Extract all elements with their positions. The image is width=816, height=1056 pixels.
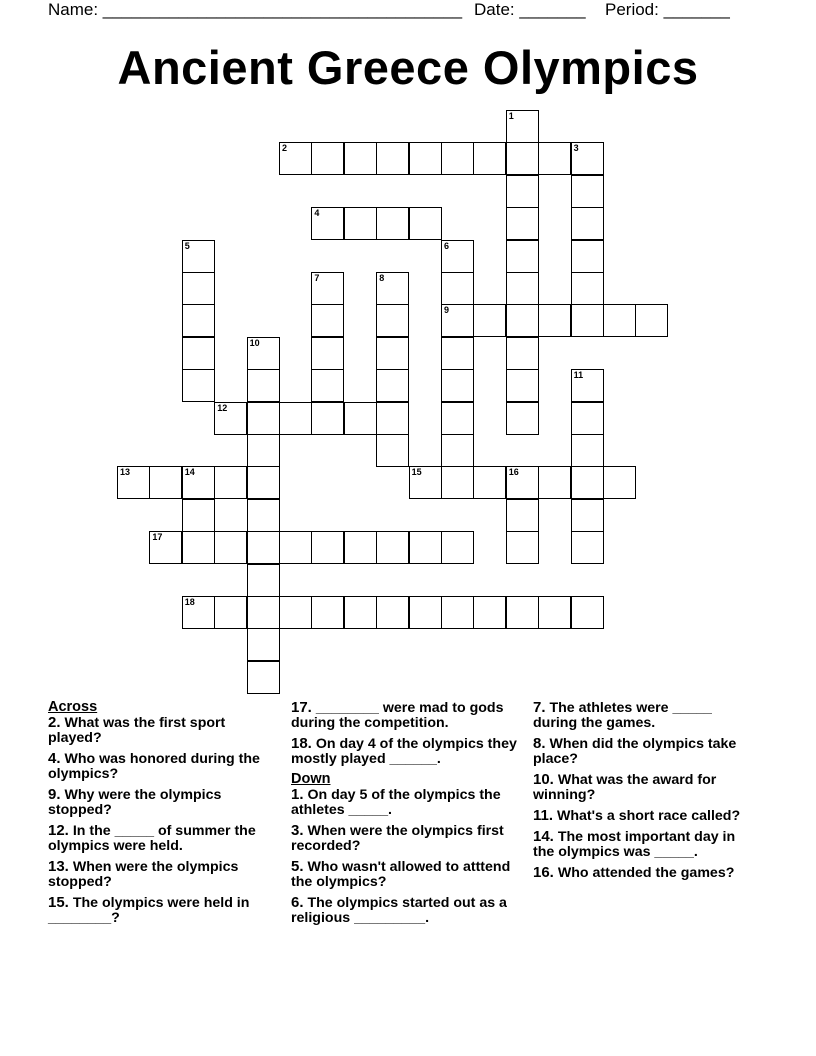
grid-cell[interactable] (376, 402, 409, 435)
across-clues-column-1 (48, 700, 273, 931)
grid-cell[interactable] (409, 142, 442, 175)
grid-cell[interactable] (603, 304, 636, 337)
grid-cell[interactable] (247, 337, 280, 370)
name-field[interactable]: Name: ______________________________________ (48, 0, 463, 19)
grid-cell[interactable] (409, 531, 442, 564)
grid-cell[interactable] (279, 531, 312, 564)
grid-cell[interactable] (571, 142, 604, 175)
clue-number-label: 17 (152, 532, 163, 543)
grid-cell[interactable] (279, 596, 312, 629)
grid-cell[interactable] (247, 434, 280, 467)
grid-cell[interactable] (376, 207, 409, 240)
grid-cell[interactable] (571, 175, 604, 208)
grid-cell[interactable] (538, 596, 571, 629)
grid-cell[interactable] (441, 142, 474, 175)
grid-cell[interactable] (247, 466, 280, 499)
clues-column-2 (291, 700, 523, 931)
grid-cell[interactable] (182, 304, 215, 337)
clue-number-label: 8 (379, 273, 385, 283)
grid-cell[interactable] (311, 207, 344, 240)
grid-cell[interactable] (214, 596, 247, 629)
clues-column-3 (533, 700, 758, 886)
grid-cell[interactable] (506, 110, 539, 143)
clue-down-1: 1. On day 5 of the olympics the athletes _____. (291, 786, 501, 818)
clue-number-label: 1 (508, 111, 514, 121)
grid-cell[interactable] (571, 499, 604, 532)
grid-cell[interactable] (506, 531, 539, 564)
clue-down-16: 16. Who attended the games? (533, 864, 735, 881)
grid-cell[interactable] (506, 175, 539, 208)
grid-cell[interactable] (311, 142, 344, 175)
grid-cell[interactable] (506, 369, 539, 402)
grid-cell[interactable] (214, 402, 247, 435)
grid-cell[interactable] (441, 337, 474, 370)
grid-cell[interactable] (376, 369, 409, 402)
grid-cell[interactable] (441, 402, 474, 435)
grid-cell[interactable] (149, 466, 182, 499)
grid-cell[interactable] (506, 596, 539, 629)
grid-cell[interactable] (603, 466, 636, 499)
grid-cell[interactable] (473, 596, 506, 629)
clue-number-label: 11 (573, 370, 584, 381)
grid-cell[interactable] (311, 596, 344, 629)
grid-cell[interactable] (247, 628, 280, 661)
grid-cell[interactable] (571, 240, 604, 273)
clue-across-15: 15. The olympics were held in ________? (48, 894, 250, 926)
grid-cell[interactable] (441, 304, 474, 337)
grid-cell[interactable] (571, 434, 604, 467)
grid-cell[interactable] (571, 596, 604, 629)
grid-cell[interactable] (344, 207, 377, 240)
grid-cell[interactable] (311, 304, 344, 337)
grid-cell[interactable] (279, 402, 312, 435)
grid-cell[interactable] (247, 531, 280, 564)
grid-cell[interactable] (182, 596, 215, 629)
grid-cell[interactable] (344, 531, 377, 564)
grid-cell[interactable] (311, 531, 344, 564)
grid-cell[interactable] (247, 596, 280, 629)
grid-cell[interactable] (311, 402, 344, 435)
grid-cell[interactable] (409, 596, 442, 629)
grid-cell[interactable] (571, 466, 604, 499)
clue-across-18: 18. On day 4 of the olympics they mostly played ______. (291, 735, 517, 767)
clue-number-label: 18 (184, 597, 195, 607)
grid-cell[interactable] (214, 531, 247, 564)
grid-cell[interactable] (376, 434, 409, 467)
clue-down-14: 14. The most important day in the olympics was _____. (533, 828, 736, 860)
grid-cell[interactable] (344, 402, 377, 435)
grid-cell[interactable] (214, 466, 247, 499)
grid-cell[interactable] (571, 272, 604, 305)
grid-cell[interactable] (538, 142, 571, 175)
clue-across-4: 4. Who was honored during the olympics? (48, 750, 260, 782)
grid-cell[interactable] (376, 272, 409, 305)
clue-number-label: 16 (508, 467, 519, 478)
clue-number-label: 15 (411, 467, 422, 478)
grid-cell[interactable] (441, 434, 474, 467)
grid-cell[interactable] (538, 466, 571, 499)
grid-cell[interactable] (506, 499, 539, 532)
grid-cell[interactable] (506, 304, 539, 337)
clue-number-label: 7 (314, 273, 320, 283)
grid-cell[interactable] (149, 531, 182, 564)
grid-cell[interactable] (376, 596, 409, 629)
grid-cell[interactable] (279, 142, 312, 175)
grid-cell[interactable] (311, 369, 344, 402)
grid-cell[interactable] (538, 304, 571, 337)
grid-cell[interactable] (247, 369, 280, 402)
grid-cell[interactable] (571, 304, 604, 337)
page-title: Ancient Greece Olympics (117, 41, 699, 94)
grid-cell[interactable] (376, 142, 409, 175)
clue-down-11: 11. What's a short race called? (533, 807, 741, 824)
grid-cell[interactable] (441, 596, 474, 629)
clue-number-label: 10 (249, 337, 260, 348)
clue-number-label: 14 (184, 467, 195, 478)
grid-cell[interactable] (182, 531, 215, 564)
grid-cell[interactable] (441, 240, 474, 273)
clue-down-6: 6. The olympics started out as a religious _________. (291, 894, 507, 926)
grid-cell[interactable] (441, 466, 474, 499)
grid-cell[interactable] (182, 272, 215, 305)
across-heading: Across (48, 699, 98, 715)
grid-cell[interactable] (441, 531, 474, 564)
grid-cell[interactable] (182, 369, 215, 402)
grid-cell[interactable] (247, 661, 280, 694)
clue-down-5: 5. Who wasn't allowed to atttend the olympics? (291, 858, 511, 890)
grid-cell[interactable] (311, 272, 344, 305)
grid-cell[interactable] (506, 272, 539, 305)
clue-across-12: 12. In the _____ of summer the olympics were held. (48, 822, 256, 854)
grid-cell[interactable] (473, 142, 506, 175)
grid-cell[interactable] (117, 466, 150, 499)
grid-cell[interactable] (409, 207, 442, 240)
grid-cell[interactable] (182, 499, 215, 532)
grid-cell[interactable] (473, 466, 506, 499)
grid-cell[interactable] (376, 337, 409, 370)
clue-across-2: 2. What was the first sport played? (48, 714, 226, 746)
grid-cell[interactable] (376, 531, 409, 564)
grid-cell[interactable] (344, 142, 377, 175)
grid-cell[interactable] (376, 304, 409, 337)
grid-cell[interactable] (506, 142, 539, 175)
grid-cell[interactable] (571, 207, 604, 240)
clue-down-3: 3. When were the olympics first recorded? (291, 822, 504, 854)
clue-number-label: 2 (282, 143, 288, 154)
grid-cell[interactable] (311, 337, 344, 370)
grid-cell[interactable] (247, 402, 280, 435)
clue-number-label: 9 (444, 305, 450, 316)
grid-cell[interactable] (344, 596, 377, 629)
grid-cell[interactable] (182, 240, 215, 273)
clue-number-label: 12 (217, 402, 228, 413)
clue-across-9: 9. Why were the olympics stopped? (48, 786, 222, 818)
grid-cell[interactable] (506, 240, 539, 273)
clue-number-label: 13 (120, 467, 131, 478)
clue-number-label: 6 (444, 240, 450, 251)
grid-cell[interactable] (571, 369, 604, 402)
grid-cell[interactable] (247, 564, 280, 597)
clue-across-17: 17. ________ were mad to gods during the competition. (291, 699, 504, 731)
grid-cell[interactable] (506, 402, 539, 435)
clue-down-8: 8. When did the olympics take place? (533, 735, 737, 767)
grid-cell[interactable] (506, 337, 539, 370)
grid-cell[interactable] (182, 466, 215, 499)
clue-number-label: 4 (314, 208, 320, 219)
grid-cell[interactable] (635, 304, 668, 337)
grid-cell[interactable] (409, 466, 442, 499)
clue-down-10: 10. What was the award for winning? (533, 771, 717, 803)
grid-cell[interactable] (571, 531, 604, 564)
clue-number-label: 3 (573, 143, 579, 154)
clue-number-label: 5 (184, 240, 190, 251)
clue-down-7: 7. The athletes were _____ during the games. (533, 699, 712, 731)
date-field[interactable]: Date: _______ (474, 0, 586, 19)
grid-cell[interactable] (506, 466, 539, 499)
grid-cell[interactable] (441, 369, 474, 402)
grid-cell[interactable] (473, 304, 506, 337)
grid-cell[interactable] (247, 499, 280, 532)
grid-cell[interactable] (441, 272, 474, 305)
clue-across-13: 13. When were the olympics stopped? (48, 858, 239, 890)
down-heading: Down (291, 771, 331, 787)
grid-cell[interactable] (182, 337, 215, 370)
grid-cell[interactable] (571, 402, 604, 435)
period-field[interactable]: Period: _______ (605, 0, 730, 19)
grid-cell[interactable] (506, 207, 539, 240)
